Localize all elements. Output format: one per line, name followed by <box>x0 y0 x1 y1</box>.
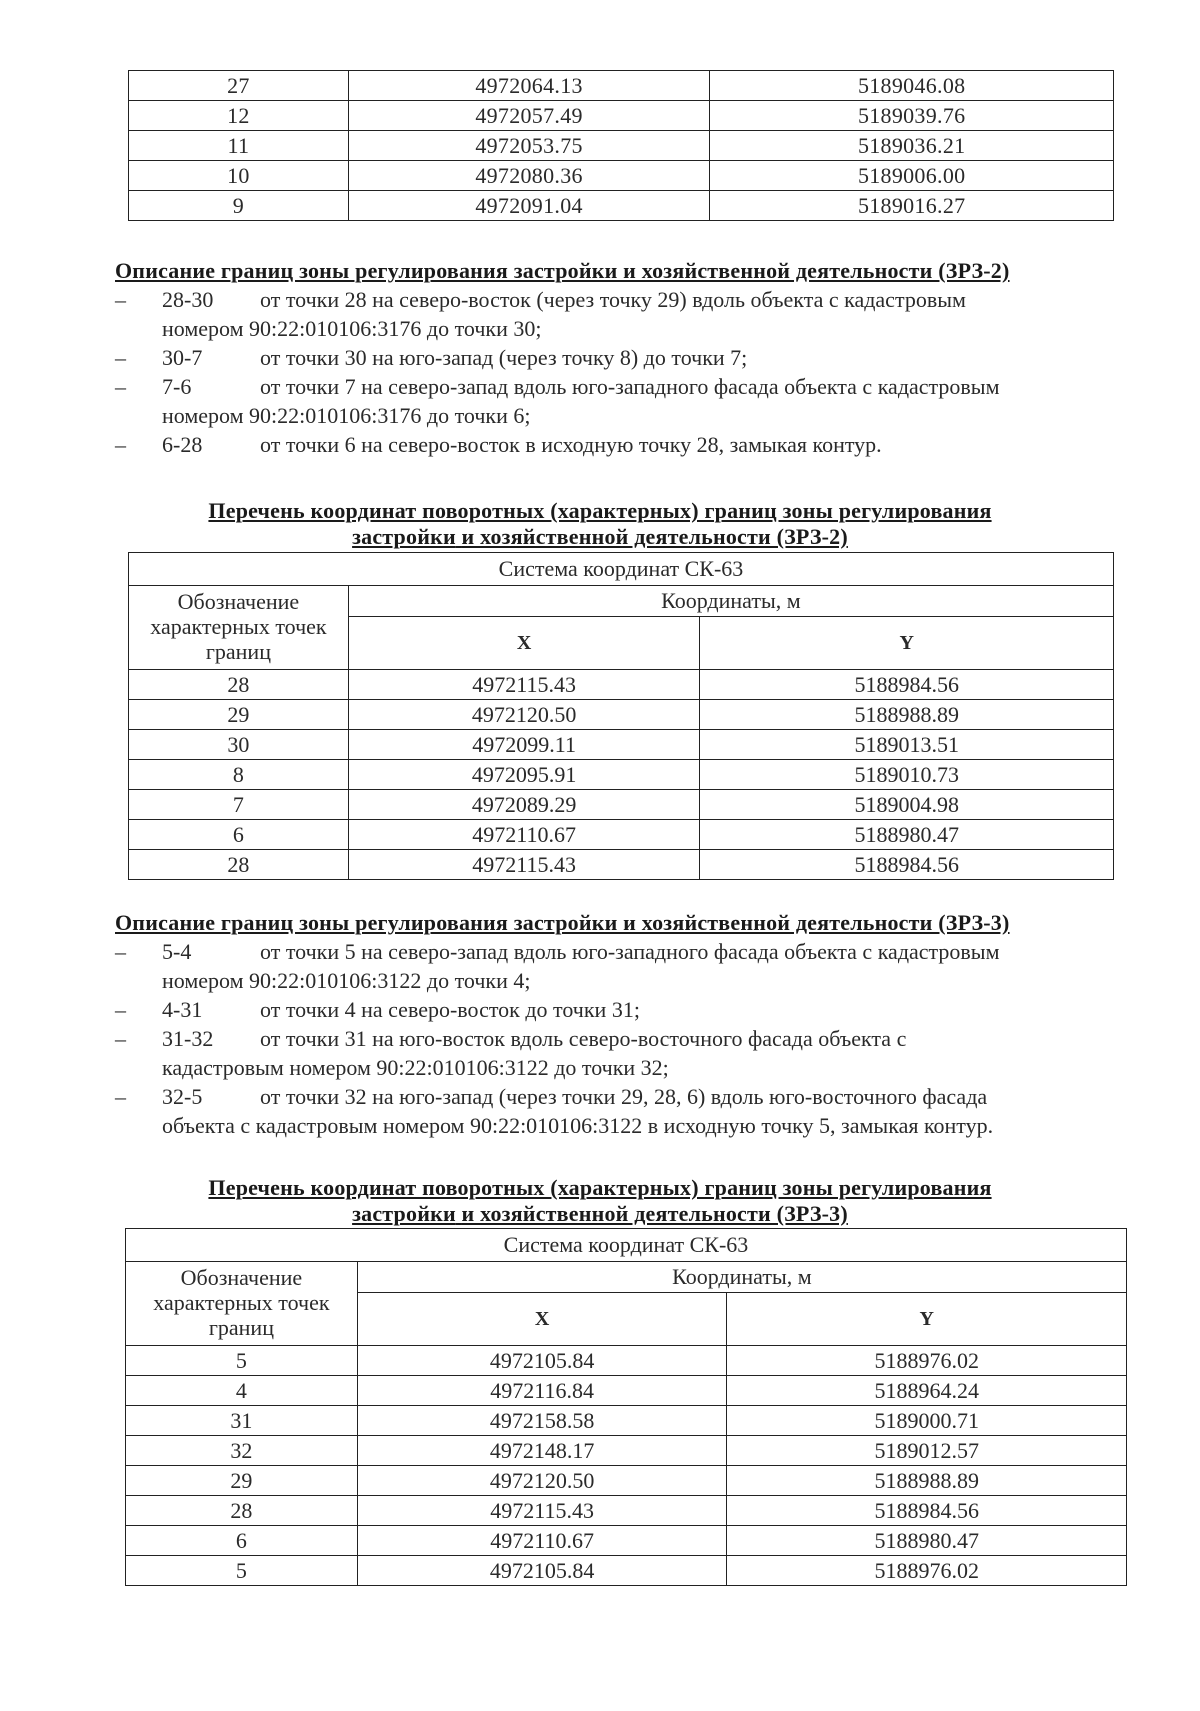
point-number-cell: 28 <box>129 670 349 700</box>
x-coordinate-cell: 4972110.67 <box>357 1526 727 1556</box>
y-coordinate-cell: 5188980.47 <box>727 1526 1127 1556</box>
segment-label: 30-7 <box>162 345 203 370</box>
y-coordinate-cell: 5188976.02 <box>727 1556 1127 1586</box>
segment-description: от точки 30 на юго-запад (через точку 8) до точки 7; <box>260 345 748 370</box>
x-axis-header: X <box>357 1293 727 1346</box>
dash-bullet: – <box>115 997 126 1022</box>
x-coordinate-cell: 4972080.36 <box>348 161 710 191</box>
table-row <box>126 1436 1127 1466</box>
y-coordinate-cell: 5188988.89 <box>700 700 1114 730</box>
zrz3-boundary-description-list <box>115 937 1125 1140</box>
segment-description-continuation: объекта с кадастровым номером 90:22:010106:3122 в исходную точку 5, замыкая контур. <box>162 1113 994 1138</box>
zrz3-coordinates-heading <box>0 1175 1200 1227</box>
point-number-cell: 31 <box>126 1406 358 1436</box>
boundary-segment-item <box>115 372 1095 430</box>
zrz2-coordinates-heading <box>0 498 1200 550</box>
point-number-cell: 5 <box>126 1556 358 1586</box>
table-row <box>129 820 1114 850</box>
table-row <box>129 670 1114 700</box>
table-row <box>129 191 1114 221</box>
y-coordinate-cell: 5188988.89 <box>727 1466 1127 1496</box>
segment-label: 7-6 <box>162 374 192 399</box>
x-coordinate-cell: 4972148.17 <box>357 1436 727 1466</box>
point-number-cell: 28 <box>129 850 349 880</box>
x-coordinate-cell: 4972115.43 <box>357 1496 727 1526</box>
table-row <box>126 1406 1127 1436</box>
y-coordinate-cell: 5188984.56 <box>700 670 1114 700</box>
point-number-cell: 29 <box>126 1466 358 1496</box>
table-row <box>129 730 1114 760</box>
y-coordinate-cell: 5188984.56 <box>700 850 1114 880</box>
table-row <box>126 1496 1127 1526</box>
point-number-cell: 10 <box>129 161 349 191</box>
segment-description-continuation: номером 90:22:010106:3176 до точки 6; <box>162 403 531 428</box>
zrz2-boundary-description-list <box>115 285 1095 459</box>
table-row <box>126 1556 1127 1586</box>
dash-bullet: – <box>115 939 126 964</box>
coordinates-header: Координаты, м <box>357 1262 1126 1293</box>
segment-description-continuation: кадастровым номером 90:22:010106:3122 до точки 32; <box>162 1055 669 1080</box>
point-number-cell: 29 <box>129 700 349 730</box>
table-row <box>129 760 1114 790</box>
y-coordinate-cell: 5189046.08 <box>710 71 1114 101</box>
table-row <box>126 1376 1127 1406</box>
table-row <box>126 1526 1127 1556</box>
dash-bullet: – <box>115 345 126 370</box>
y-coordinate-cell: 5188964.24 <box>727 1376 1127 1406</box>
zrz2-coordinates-table <box>128 552 1114 880</box>
segment-label: 28-30 <box>162 287 214 312</box>
segment-description: от точки 6 на северо-восток в исходную точку 28, замыкая контур. <box>260 432 882 457</box>
boundary-segment-item <box>115 430 1095 459</box>
zrz2-description-heading: Описание границ зоны регулирования застройки и хозяйственной деятельности (ЗРЗ-2) <box>115 258 1010 283</box>
table-row <box>129 161 1114 191</box>
segment-label: 4-31 <box>162 997 203 1022</box>
boundary-segment-item <box>115 1024 1125 1082</box>
boundary-segment-item <box>115 1082 1125 1140</box>
x-coordinate-cell: 4972057.49 <box>348 101 710 131</box>
x-coordinate-cell: 4972053.75 <box>348 131 710 161</box>
segment-description-continuation: номером 90:22:010106:3122 до точки 4; <box>162 968 531 993</box>
point-number-cell: 7 <box>129 790 349 820</box>
table-row <box>129 131 1114 161</box>
zrz3-heading-line2a: застройки <box>352 1201 456 1226</box>
zrz3-heading-line1: Перечень координат поворотных (характерных) границ зоны регулирования <box>208 1175 992 1200</box>
point-number-cell: 6 <box>129 820 349 850</box>
y-coordinate-cell: 5189039.76 <box>710 101 1114 131</box>
x-coordinate-cell: 4972095.91 <box>348 760 700 790</box>
coordinate-system-label: Система координат СК-63 <box>129 553 1114 586</box>
table-row <box>126 1466 1127 1496</box>
zrz3-coordinates-table <box>125 1228 1127 1586</box>
segment-label: 31-32 <box>162 1026 214 1051</box>
y-coordinate-cell: 5189013.51 <box>700 730 1114 760</box>
boundary-segment-item <box>115 937 1125 995</box>
table-row <box>129 700 1114 730</box>
y-coordinate-cell: 5189010.73 <box>700 760 1114 790</box>
point-number-cell: 28 <box>126 1496 358 1526</box>
segment-description: от точки 32 на юго-запад (через точки 29, 28, 6) вдоль юго-восточного фасада <box>260 1084 988 1109</box>
y-coordinate-cell: 5189006.00 <box>710 161 1114 191</box>
y-axis-header: Y <box>727 1293 1127 1346</box>
y-coordinate-cell: 5189012.57 <box>727 1436 1127 1466</box>
point-designation-header: Обозначение характерных точек границ <box>126 1262 358 1346</box>
table-row <box>129 850 1114 880</box>
zrz2-heading-line1: Перечень координат поворотных (характерных) границ зоны регулирования <box>208 498 992 523</box>
y-axis-header: Y <box>700 617 1114 670</box>
x-coordinate-cell: 4972120.50 <box>348 700 700 730</box>
x-coordinate-cell: 4972116.84 <box>357 1376 727 1406</box>
segment-description: от точки 4 на северо-восток до точки 31; <box>260 997 640 1022</box>
x-coordinate-cell: 4972110.67 <box>348 820 700 850</box>
point-number-cell: 9 <box>129 191 349 221</box>
zrz2-heading-line2b: и хозяйственной деятельности (ЗРЗ-2) <box>461 524 848 549</box>
coordinates-table-continuation <box>128 70 1114 221</box>
point-number-cell: 27 <box>129 71 349 101</box>
x-coordinate-cell: 4972091.04 <box>348 191 710 221</box>
zrz2-heading-line2a: застройки <box>352 524 456 549</box>
dash-bullet: – <box>115 374 126 399</box>
x-coordinate-cell: 4972158.58 <box>357 1406 727 1436</box>
segment-description: от точки 7 на северо-запад вдоль юго-западного фасада объекта с кадастровым <box>260 374 1000 399</box>
point-number-cell: 4 <box>126 1376 358 1406</box>
x-coordinate-cell: 4972120.50 <box>357 1466 727 1496</box>
x-coordinate-cell: 4972115.43 <box>348 670 700 700</box>
y-coordinate-cell: 5189000.71 <box>727 1406 1127 1436</box>
point-number-cell: 6 <box>126 1526 358 1556</box>
table-row <box>129 790 1114 820</box>
point-number-cell: 30 <box>129 730 349 760</box>
coordinates-header: Координаты, м <box>348 586 1113 617</box>
segment-description: от точки 5 на северо-запад вдоль юго-западного фасада объекта с кадастровым <box>260 939 1000 964</box>
dash-bullet: – <box>115 432 126 457</box>
segment-description: от точки 31 на юго-восток вдоль северо-восточного фасада объекта с <box>260 1026 907 1051</box>
dash-bullet: – <box>115 1084 126 1109</box>
segment-description: от точки 28 на северо-восток (через точку 29) вдоль объекта с кадастровым <box>260 287 966 312</box>
x-coordinate-cell: 4972105.84 <box>357 1556 727 1586</box>
y-coordinate-cell: 5188976.02 <box>727 1346 1127 1376</box>
table-row <box>126 1346 1127 1376</box>
table-row <box>129 101 1114 131</box>
point-number-cell: 12 <box>129 101 349 131</box>
segment-label: 6-28 <box>162 432 203 457</box>
dash-bullet: – <box>115 287 126 312</box>
point-number-cell: 32 <box>126 1436 358 1466</box>
point-number-cell: 11 <box>129 131 349 161</box>
segment-label: 5-4 <box>162 939 192 964</box>
dash-bullet: – <box>115 1026 126 1051</box>
x-coordinate-cell: 4972115.43 <box>348 850 700 880</box>
x-coordinate-cell: 4972099.11 <box>348 730 700 760</box>
table-row <box>129 71 1114 101</box>
x-coordinate-cell: 4972089.29 <box>348 790 700 820</box>
point-designation-header: Обозначение характерных точек границ <box>129 586 349 670</box>
zrz3-heading-line2b: и хозяйственной деятельности (ЗРЗ-3) <box>461 1201 848 1226</box>
segment-description-continuation: номером 90:22:010106:3176 до точки 30; <box>162 316 542 341</box>
point-number-cell: 8 <box>129 760 349 790</box>
y-coordinate-cell: 5189004.98 <box>700 790 1114 820</box>
boundary-segment-item <box>115 995 1125 1024</box>
x-coordinate-cell: 4972105.84 <box>357 1346 727 1376</box>
x-coordinate-cell: 4972064.13 <box>348 71 710 101</box>
boundary-segment-item <box>115 343 1095 372</box>
y-coordinate-cell: 5188980.47 <box>700 820 1114 850</box>
segment-label: 32-5 <box>162 1084 203 1109</box>
x-axis-header: X <box>348 617 700 670</box>
zrz3-description-heading: Описание границ зоны регулирования застройки и хозяйственной деятельности (ЗРЗ-3) <box>115 910 1010 935</box>
coordinate-system-label: Система координат СК-63 <box>126 1229 1127 1262</box>
boundary-segment-item <box>115 285 1095 343</box>
y-coordinate-cell: 5188984.56 <box>727 1496 1127 1526</box>
y-coordinate-cell: 5189036.21 <box>710 131 1114 161</box>
point-number-cell: 5 <box>126 1346 358 1376</box>
y-coordinate-cell: 5189016.27 <box>710 191 1114 221</box>
